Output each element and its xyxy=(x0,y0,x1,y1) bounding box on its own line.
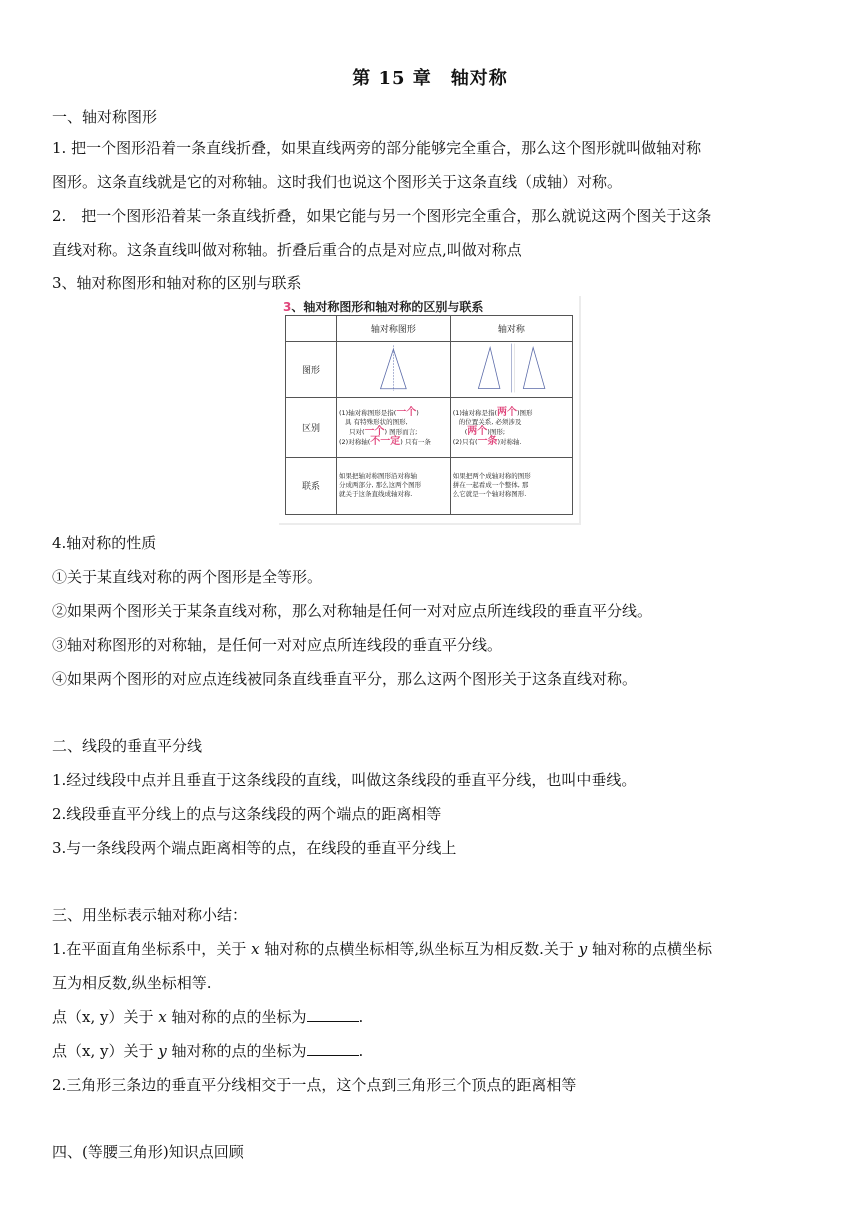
sec3-p1-line1: 1.在平面直角坐标系中，关于 x 轴对称的点横坐标相等,纵坐标互为相反数.关于 y 轴对称的点横坐标 xyxy=(52,940,712,958)
comparison-table-figure xyxy=(279,296,581,525)
property-item-2: ②如果两个图形关于某条直线对称，那么对称轴是任何一对对应点所连线段的垂直平分线。 xyxy=(52,602,653,620)
comparison-table xyxy=(285,315,573,515)
sec1-p3: 3、轴对称图形和轴对称的区别与联系 xyxy=(52,274,302,292)
sec2-item-3: 3.与一条线段两个端点距离相等的点，在线段的垂直平分线上 xyxy=(52,839,457,857)
two-symmetric-triangles-figure xyxy=(453,343,570,393)
properties-heading: 4.轴对称的性质 xyxy=(52,534,157,552)
section-1-heading: 一、轴对称图形 xyxy=(52,108,158,126)
sec3-question-1: 点（x, y）关于 x 轴对称的点的坐标为 . xyxy=(52,1008,364,1026)
section-3-heading: 三、用坐标表示轴对称小结： xyxy=(52,906,248,924)
difference-cell-1: (1)轴对称图形是指(一个) 具 有特殊形状的图形, 只对(一个) 图形而言; (2)对称轴(不一定) 只有一条 xyxy=(337,398,451,457)
property-item-4: ④如果两个图形的对应点连线被同条直线垂直平分，那么这两个图形关于这条直线对称。 xyxy=(52,670,638,688)
row-header-connection: 联系 xyxy=(286,457,337,514)
property-item-1: ①关于某直线对称的两个图形是全等形。 xyxy=(52,568,323,586)
sec3-p2: 2.三角形三条边的垂直平分线相交于一点，这个点到三角形三个顶点的距离相等 xyxy=(52,1076,577,1094)
answer-blank-1[interactable] xyxy=(307,1007,359,1022)
col-header-axial-symmetry: 轴对称 xyxy=(450,316,572,342)
isosceles-triangle-figure xyxy=(339,343,448,393)
shape-cell-2 xyxy=(450,341,572,397)
table-row xyxy=(286,457,573,514)
shape-cell-1 xyxy=(337,341,451,397)
sec1-p1-line2: 图形。这条直线就是它的对称轴。这时我们也说这个图形关于这条直线（成轴）对称。 xyxy=(52,173,623,191)
chapter-title: 第 15 章 轴对称 xyxy=(352,68,508,89)
difference-cell-2: (1)轴对称是指(两个)图形 的位置关系, 必须涉及 (两个)图形; (2)只有(一条)对称轴. xyxy=(450,398,572,457)
row-header-shape: 图形 xyxy=(286,341,337,397)
table-header-row xyxy=(286,316,573,342)
connection-cell-2: 如果把两个成轴对称的图形 拼在一起看成一个整体, 那 么它就是一个轴对称图形. xyxy=(450,457,572,514)
connection-cell-1: 如果把轴对称图形沿对称轴 分成两部分, 那么这两个图形 就关于这条直线成轴对称. xyxy=(337,457,451,514)
table-corner xyxy=(286,316,337,342)
sec3-question-2: 点（x, y）关于 y 轴对称的点的坐标为 . xyxy=(52,1042,364,1060)
row-header-difference: 区别 xyxy=(286,398,337,457)
sec2-item-1: 1.经过线段中点并且垂直于这条线段的直线，叫做这条线段的垂直平分线，也叫中垂线。 xyxy=(52,771,637,789)
col-header-axial-figure: 轴对称图形 xyxy=(337,316,451,342)
answer-blank-2[interactable] xyxy=(307,1041,359,1056)
property-item-3: ③轴对称图形的对称轴，是任何一对对应点所连线段的垂直平分线。 xyxy=(52,636,503,654)
sec1-p2-line1: 2. 把一个图形沿着某一条直线折叠，如果它能与另一个图形完全重合，那么就说这两个图关于这条 xyxy=(52,207,712,225)
figure-title: 3、轴对称图形和轴对称的区别与联系 xyxy=(283,300,484,314)
section-4-heading: 四、(等腰三角形)知识点回顾 xyxy=(52,1143,244,1161)
section-2-heading: 二、线段的垂直平分线 xyxy=(52,737,203,755)
sec2-item-2: 2.线段垂直平分线上的点与这条线段的两个端点的距离相等 xyxy=(52,805,442,823)
sec1-p1-line1: 1. 把一个图形沿着一条直线折叠，如果直线两旁的部分能够完全重合，那么这个图形就叫做轴对称 xyxy=(52,139,702,157)
sec3-p1-line2: 互为相反数,纵坐标相等. xyxy=(52,974,212,992)
table-row xyxy=(286,341,573,397)
table-row xyxy=(286,398,573,457)
sec1-p2-line2: 直线对称。这条直线叫做对称轴。折叠后重合的点是对应点,叫做对称点 xyxy=(52,241,522,259)
